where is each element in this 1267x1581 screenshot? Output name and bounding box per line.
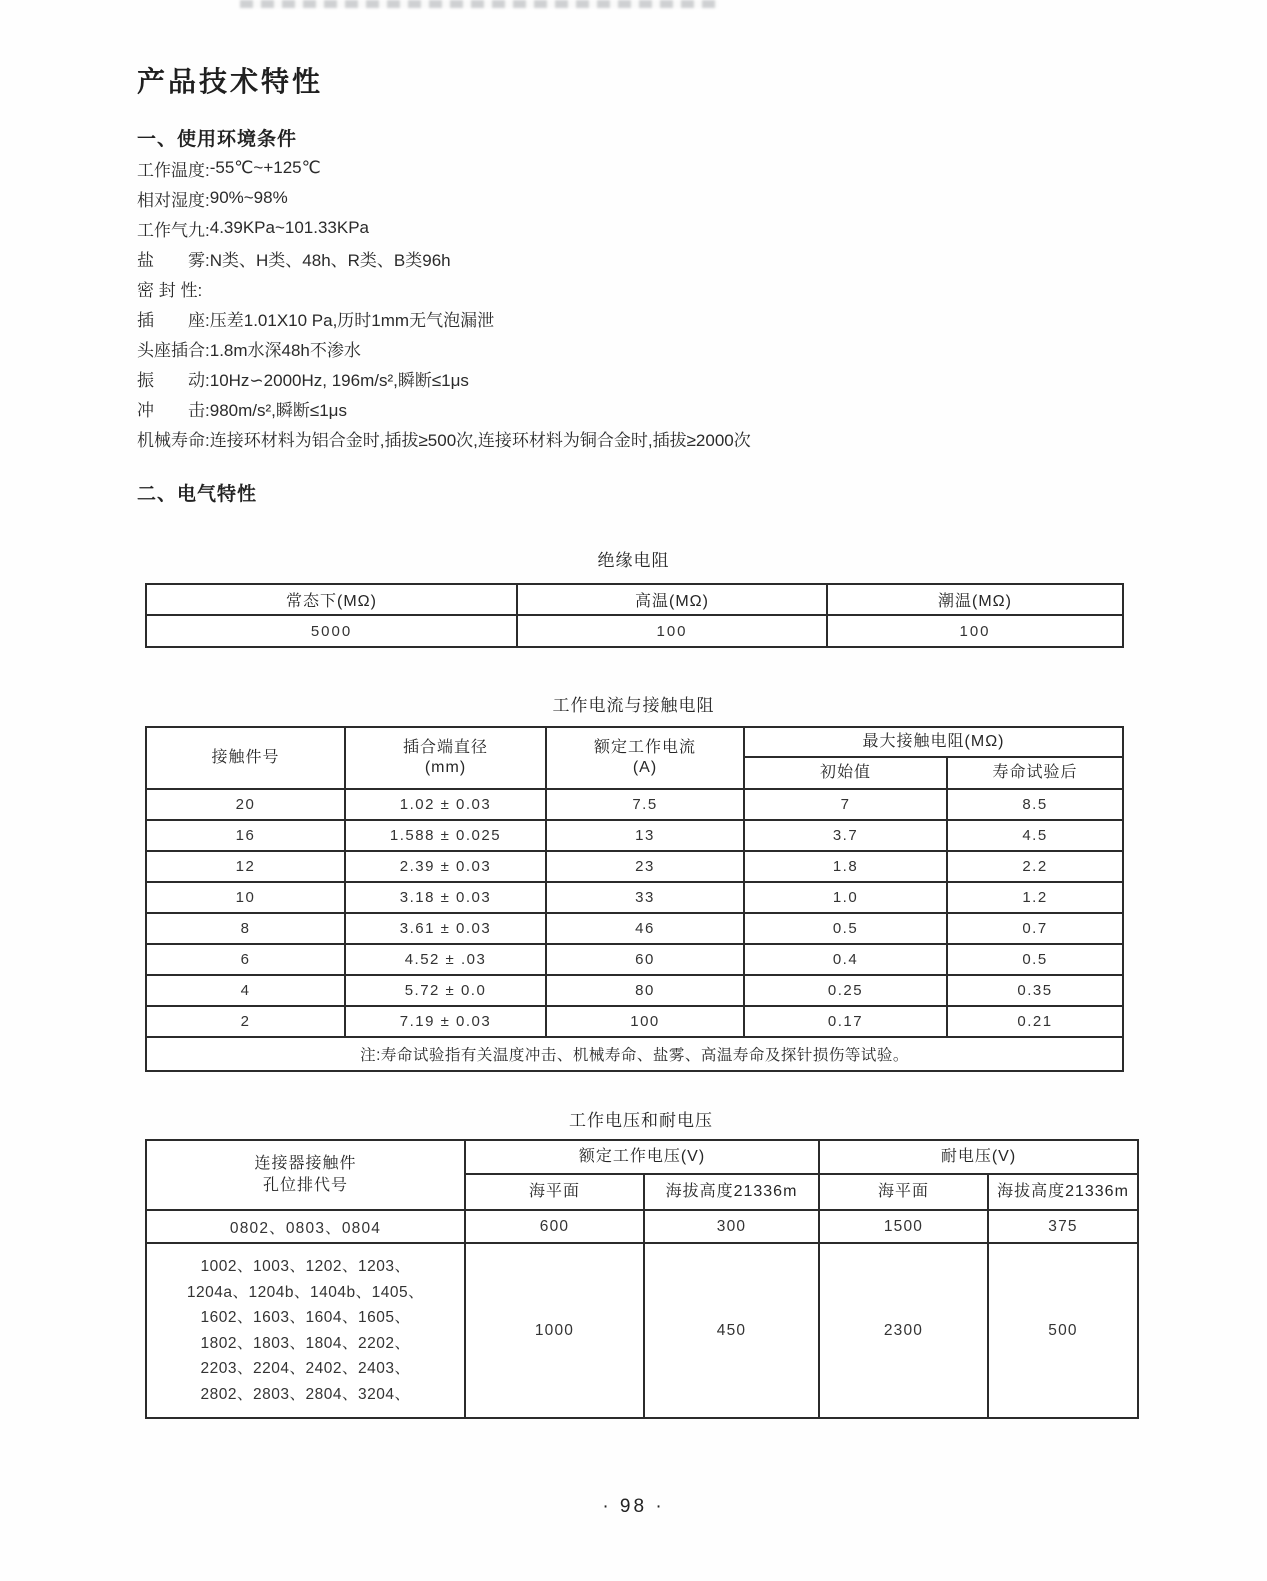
table-row xyxy=(146,1210,1138,1243)
table-cell: 16 xyxy=(146,820,345,851)
table-cell: 0.5 xyxy=(744,913,947,944)
spec-label: 头座插合: xyxy=(137,340,210,360)
table-cell: 4 xyxy=(146,975,345,1006)
spec-value: 980m/s²,瞬断≤1μs xyxy=(209,400,347,420)
codes-line: 1002、1003、1202、1203、 xyxy=(200,1258,411,1275)
column-header-line: (mm) xyxy=(424,759,467,776)
table-cell: 100 xyxy=(546,1006,744,1037)
column-header-line: 插合端直径 xyxy=(402,739,488,756)
table-cell: 450 xyxy=(644,1243,819,1418)
column-header: 初始值 xyxy=(744,757,947,789)
current-table xyxy=(145,726,1124,1072)
spec-value: 10Hz∽2000Hz, 196m/s²,瞬断≤1μs xyxy=(209,370,469,390)
column-header-line: 额定工作电流 xyxy=(593,739,696,756)
column-header: 寿命试验后 xyxy=(947,757,1123,789)
table-cell: 7.5 xyxy=(546,789,744,820)
spec-label: 工作气九: xyxy=(137,220,210,240)
table-cell: 6 xyxy=(146,944,345,975)
table-row xyxy=(146,882,1123,913)
page-title: 产品技术特性 xyxy=(137,66,324,97)
spec-line-socket xyxy=(137,303,751,333)
column-header: 常态下(MΩ) xyxy=(146,584,517,615)
table-row xyxy=(146,1243,1138,1418)
table-cell: 100 xyxy=(827,615,1123,647)
table-cell: 33 xyxy=(546,882,744,913)
table-cell: 13 xyxy=(546,820,744,851)
table-cell: 46 xyxy=(546,913,744,944)
column-header: 海拔高度21336m xyxy=(644,1174,819,1210)
section-heading-environment: 一、使用环境条件 xyxy=(137,129,298,150)
table-cell: 2 xyxy=(146,1006,345,1037)
table-cell: 0.7 xyxy=(947,913,1123,944)
table-row xyxy=(146,944,1123,975)
table-cell: 4.5 xyxy=(947,820,1123,851)
codes-line: 1602、1603、1604、1605、 xyxy=(200,1309,411,1326)
table-cell: 7 xyxy=(744,789,947,820)
column-header-line: 孔位排代号 xyxy=(262,1177,348,1194)
table-cell: 0.21 xyxy=(947,1006,1123,1037)
table-note-row xyxy=(146,1037,1123,1071)
table-cell: 12 xyxy=(146,851,345,882)
table-note: 注:寿命试验指有关温度冲击、机械寿命、盐雾、高温寿命及探针损伤等试验。 xyxy=(146,1037,1123,1071)
table-cell: 100 xyxy=(517,615,827,647)
spec-value: 1.8m水深48h不渗水 xyxy=(209,340,361,360)
column-header-line: (A) xyxy=(632,759,658,776)
table-row xyxy=(146,615,1123,647)
table-cell: 0.17 xyxy=(744,1006,947,1037)
spec-line-sealing xyxy=(137,273,751,303)
spec-value: 压差1.01X10 Pa,历时1mm无气泡漏泄 xyxy=(209,310,495,330)
table-cell: 375 xyxy=(988,1210,1138,1243)
table-cell: 1.02 ± 0.03 xyxy=(345,789,546,820)
column-group-header: 最大接触电阻(MΩ) xyxy=(744,727,1123,757)
spec-line-pressure xyxy=(137,213,751,243)
table-cell: 60 xyxy=(546,944,744,975)
table-cell: 300 xyxy=(644,1210,819,1243)
spec-label: 插 座: xyxy=(137,310,210,330)
table-cell: 1.0 xyxy=(744,882,947,913)
spec-label: 密 封 性: xyxy=(137,280,203,300)
table-cell: 0.35 xyxy=(947,975,1123,1006)
spec-value: 90%~98% xyxy=(209,188,288,207)
column-header: 海平面 xyxy=(819,1174,988,1210)
column-header: 潮温(MΩ) xyxy=(827,584,1123,615)
column-group-header: 耐电压(V) xyxy=(819,1140,1138,1174)
spec-label: 相对湿度: xyxy=(137,190,210,210)
spec-line-temperature xyxy=(137,153,751,183)
table-cell: 0.4 xyxy=(744,944,947,975)
table-cell: 1500 xyxy=(819,1210,988,1243)
column-header: 接触件号 xyxy=(146,727,345,789)
spec-label: 冲 击: xyxy=(137,400,210,420)
table-cell: 80 xyxy=(546,975,744,1006)
column-header: 海平面 xyxy=(465,1174,644,1210)
codes-line: 1802、1803、1804、2202、 xyxy=(200,1334,411,1352)
table-cell: 5000 xyxy=(146,615,517,647)
spec-line-shock xyxy=(137,393,751,423)
spec-value: -55℃~+125℃ xyxy=(209,158,321,177)
table-cell: 23 xyxy=(546,851,744,882)
spec-line-humidity xyxy=(137,183,751,213)
table-cell: 2.2 xyxy=(947,851,1123,882)
table-header-row xyxy=(146,727,1123,757)
spec-line-mechanical-life xyxy=(137,423,751,453)
table-cell: 600 xyxy=(465,1210,644,1243)
table-cell: 0.25 xyxy=(744,975,947,1006)
table-cell: 3.18 ± 0.03 xyxy=(345,882,546,913)
table-cell: 7.19 ± 0.03 xyxy=(345,1006,546,1037)
scan-cutoff-artifact xyxy=(240,0,718,8)
table-cell: 3.61 ± 0.03 xyxy=(345,913,546,944)
spec-line-vibration xyxy=(137,363,751,393)
table-cell: 3.7 xyxy=(744,820,947,851)
spec-value: N类、H类、48h、R类、B类96h xyxy=(209,250,451,270)
voltage-table-title: 工作电压和耐电压 xyxy=(569,1111,713,1130)
table-cell: 1.588 ± 0.025 xyxy=(345,820,546,851)
insulation-table-title: 绝缘电阻 xyxy=(597,551,670,570)
table-cell: 20 xyxy=(146,789,345,820)
column-header xyxy=(146,1140,465,1210)
table-cell: 1000 xyxy=(465,1243,644,1418)
column-header-line: 连接器接触件 xyxy=(254,1155,357,1173)
current-table-title: 工作电流与接触电阻 xyxy=(552,696,715,715)
table-row xyxy=(146,1006,1123,1037)
spec-value: 4.39KPa~101.33KPa xyxy=(209,218,370,237)
table-cell: 0.5 xyxy=(947,944,1123,975)
table-cell: 10 xyxy=(146,882,345,913)
table-header-row xyxy=(146,584,1123,615)
table-cell: 4.52 ± .03 xyxy=(345,944,546,975)
table-header-row xyxy=(146,1140,1138,1174)
table-cell: 1.8 xyxy=(744,851,947,882)
column-group-header: 额定工作电压(V) xyxy=(465,1140,819,1174)
codes-line: 2203、2204、2402、2403、 xyxy=(200,1360,411,1377)
table-row xyxy=(146,851,1123,882)
table-row xyxy=(146,789,1123,820)
column-header: 高温(MΩ) xyxy=(517,584,827,615)
table-cell: 1.2 xyxy=(947,882,1123,913)
environment-spec-list xyxy=(137,153,751,453)
table-row xyxy=(146,975,1123,1006)
column-header: 海拔高度21336m xyxy=(988,1174,1138,1210)
table-cell: 5.72 ± 0.0 xyxy=(345,975,546,1006)
codes-line: 1204a、1204b、1404b、1405、 xyxy=(186,1283,425,1301)
table-cell-codes: 0802、0803、0804 xyxy=(146,1210,465,1243)
table-cell: 8 xyxy=(146,913,345,944)
table-cell-codes xyxy=(146,1243,465,1418)
spec-label: 机械寿命: xyxy=(137,430,210,450)
page-number: · 98 · xyxy=(602,1496,665,1517)
spec-line-mating xyxy=(137,333,751,363)
table-cell: 2300 xyxy=(819,1243,988,1418)
insulation-table xyxy=(145,583,1124,648)
column-header xyxy=(546,727,744,789)
spec-value: 连接环材料为铝合金时,插拔≥500次,连接环材料为铜合金时,插拔≥2000次 xyxy=(209,430,751,450)
column-header xyxy=(345,727,546,789)
table-row xyxy=(146,913,1123,944)
table-cell: 500 xyxy=(988,1243,1138,1418)
spec-label: 振 动: xyxy=(137,370,210,390)
section-heading-electrical: 二、电气特性 xyxy=(137,484,258,505)
spec-label: 工作温度: xyxy=(137,160,210,180)
spec-label: 盐 雾: xyxy=(137,250,210,270)
voltage-table xyxy=(145,1139,1139,1419)
codes-line: 2802、2803、2804、3204、 xyxy=(200,1385,411,1403)
table-cell: 8.5 xyxy=(947,789,1123,820)
spec-line-salt-fog xyxy=(137,243,751,273)
table-row xyxy=(146,820,1123,851)
table-cell: 2.39 ± 0.03 xyxy=(345,851,546,882)
